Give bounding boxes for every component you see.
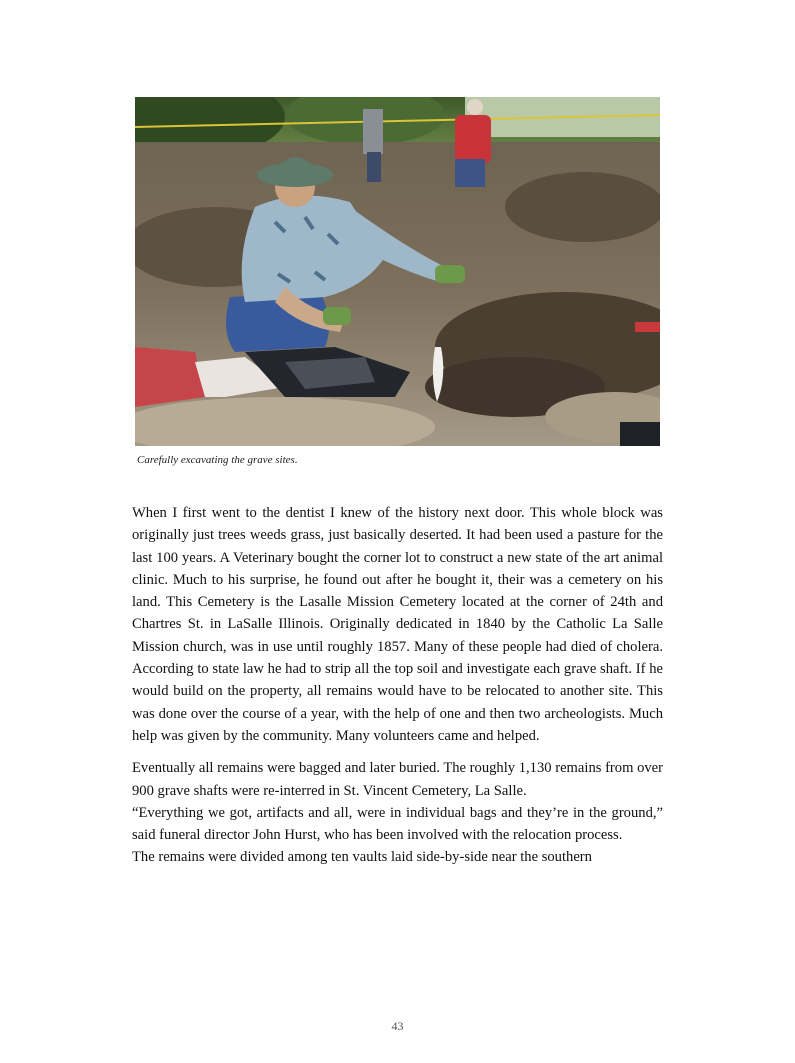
photo-caption: Carefully excavating the grave sites. <box>137 454 298 466</box>
body-text <box>132 502 663 869</box>
paragraph-vaults: The remains were divided among ten vaults laid side-by-side near the southern <box>132 849 592 866</box>
excavation-photo <box>135 97 660 446</box>
paragraph-reinterment: Eventually all remains were bagged and later buried. The roughly 1,130 remains from over 900 grave shafts were re-interred in St. Vincent Cemetery, La Salle. <box>132 760 664 799</box>
page-number: 43 <box>391 1019 404 1033</box>
paragraph-quote: “Everything we got, artifacts and all, were in individual bags and they’re in the ground,” said funeral director John Hurst, who has been involved with the relocation process. <box>132 804 663 844</box>
paragraph-history: When I first went to the dentist I knew of the history next door. This whole block was originally just trees weeds grass, just basically deserted. It had been used a pasture for the last 100 years. A Veterinary bought the corner lot to construct a new state of the art animal clinic. Much to his surprise, he found out after he bought it, their was a cemetery on his land. This Cemetery is the Lasalle Mission Cemetery located at the corner of 24th and Chartres St. in LaSalle Illinois. Originally dedicated in 1840 by the Catholic La Salle Mission church, was in use until roughly 1857. Many of these people had died of cholera. According to state law he had to strip all the top soil and investigate each grave shaft. If he would build on the property, all remains would have to be relocated to another site. This was done over the course of a year, with the help of one and then two archeologists. Much help was given by the community. Many volunteers came and helped. <box>132 505 663 744</box>
